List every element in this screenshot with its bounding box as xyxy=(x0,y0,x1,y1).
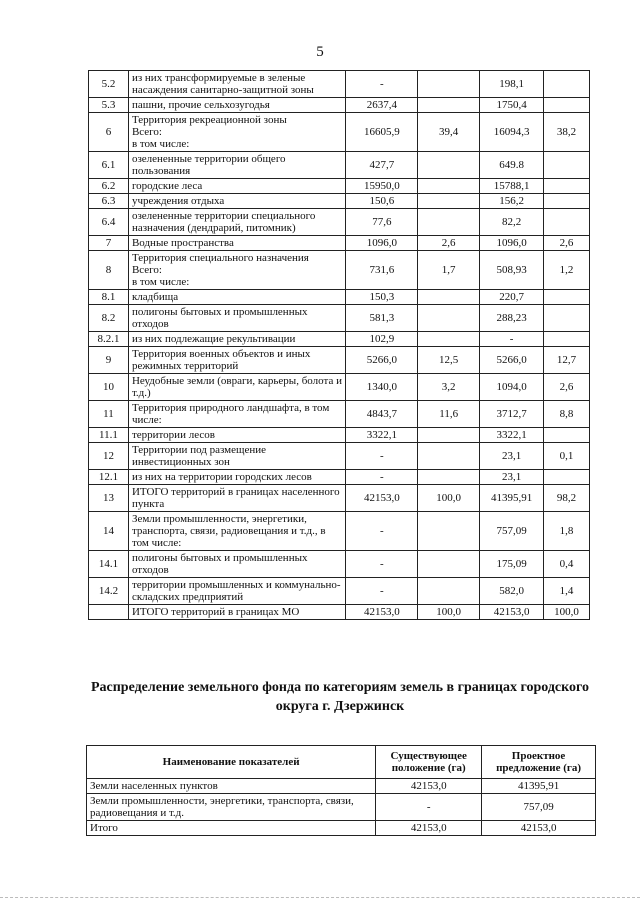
row-number: 5.3 xyxy=(89,98,129,113)
existing-value: 3322,1 xyxy=(346,428,418,443)
row-name: Земли промышленности, энергетики, транспорта, связи, радиовещания и т.д., в том числе: xyxy=(128,512,345,551)
row-name: территории промышленных и коммунально-складских предприятий xyxy=(128,578,345,605)
category-project: 42153,0 xyxy=(482,821,596,836)
category-existing: 42153,0 xyxy=(376,779,482,794)
land-use-table xyxy=(88,70,590,620)
project-percent: 0,1 xyxy=(544,443,590,470)
category-name: Итого xyxy=(87,821,376,836)
existing-percent xyxy=(418,305,480,332)
section-title: Распределение земельного фонда по категориям земель в границах городского округа г. Дзержинск xyxy=(90,680,590,714)
project-value: 198,1 xyxy=(480,71,544,98)
row-name: Водные пространства xyxy=(128,236,345,251)
existing-percent xyxy=(418,443,480,470)
row-number: 13 xyxy=(89,485,129,512)
project-percent: 1,8 xyxy=(544,512,590,551)
row-number: 6.2 xyxy=(89,179,129,194)
row-number: 11.1 xyxy=(89,428,129,443)
row-name: полигоны бытовых и промышленных отходов xyxy=(128,305,345,332)
project-percent xyxy=(544,305,590,332)
table-row xyxy=(89,98,590,113)
existing-value: 77,6 xyxy=(346,209,418,236)
project-value: 41395,91 xyxy=(480,485,544,512)
existing-value: 2637,4 xyxy=(346,98,418,113)
row-number: 14.1 xyxy=(89,551,129,578)
row-name: городские леса xyxy=(128,179,345,194)
project-percent xyxy=(544,332,590,347)
existing-value: 427,7 xyxy=(346,152,418,179)
table-row xyxy=(89,332,590,347)
row-name: пашни, прочие сельхозугодья xyxy=(128,98,345,113)
table-row xyxy=(89,209,590,236)
category-name: Земли населенных пунктов xyxy=(87,779,376,794)
table-row xyxy=(89,578,590,605)
project-value: 220,7 xyxy=(480,290,544,305)
existing-percent xyxy=(418,194,480,209)
row-number: 8.2.1 xyxy=(89,332,129,347)
table-row xyxy=(89,194,590,209)
project-value: 23,1 xyxy=(480,443,544,470)
project-value: 649.8 xyxy=(480,152,544,179)
table-row xyxy=(87,794,596,821)
header-indicator: Наименование показателей xyxy=(87,746,376,779)
existing-percent xyxy=(418,428,480,443)
row-number: 6.3 xyxy=(89,194,129,209)
project-value: 288,23 xyxy=(480,305,544,332)
existing-value: 581,3 xyxy=(346,305,418,332)
project-percent xyxy=(544,290,590,305)
row-name: Территория специального назначения Всего: в том числе: xyxy=(128,251,345,290)
project-value: 1094,0 xyxy=(480,374,544,401)
existing-value: 15950,0 xyxy=(346,179,418,194)
project-value: 757,09 xyxy=(480,512,544,551)
project-value: - xyxy=(480,332,544,347)
project-percent xyxy=(544,179,590,194)
existing-value: 1096,0 xyxy=(346,236,418,251)
row-number: 12 xyxy=(89,443,129,470)
project-value: 16094,3 xyxy=(480,113,544,152)
existing-value: - xyxy=(346,551,418,578)
existing-percent xyxy=(418,209,480,236)
row-number: 9 xyxy=(89,347,129,374)
row-name: из них на территории городских лесов xyxy=(128,470,345,485)
project-percent xyxy=(544,194,590,209)
existing-percent: 39,4 xyxy=(418,113,480,152)
existing-value: 731,6 xyxy=(346,251,418,290)
existing-value: 42153,0 xyxy=(346,605,418,620)
row-name: Территория военных объектов и иных режимных территорий xyxy=(128,347,345,374)
existing-percent xyxy=(418,578,480,605)
row-number: 12.1 xyxy=(89,470,129,485)
table-row xyxy=(89,443,590,470)
table-row xyxy=(89,374,590,401)
row-number: 8.2 xyxy=(89,305,129,332)
table-row xyxy=(89,305,590,332)
page-number: 5 xyxy=(316,44,324,60)
existing-value: 16605,9 xyxy=(346,113,418,152)
table-row xyxy=(89,401,590,428)
table-row xyxy=(89,551,590,578)
project-percent: 1,4 xyxy=(544,578,590,605)
row-name: из них трансформируемые в зеленые насаждения санитарно-защитной зоны xyxy=(128,71,345,98)
row-number: 11 xyxy=(89,401,129,428)
row-name: озелененные территории специального назначения (дендрарий, питомник) xyxy=(128,209,345,236)
table-row xyxy=(89,236,590,251)
project-value: 82,2 xyxy=(480,209,544,236)
row-name: ИТОГО территорий в границах МО xyxy=(128,605,345,620)
row-number: 6.1 xyxy=(89,152,129,179)
row-name: Территории под размещение инвестиционных зон xyxy=(128,443,345,470)
existing-value: 4843,7 xyxy=(346,401,418,428)
project-value: 582,0 xyxy=(480,578,544,605)
row-name: полигоны бытовых и промышленных отходов xyxy=(128,551,345,578)
land-category-table-body xyxy=(87,779,596,836)
project-value: 1096,0 xyxy=(480,236,544,251)
project-percent: 2,6 xyxy=(544,236,590,251)
project-percent: 98,2 xyxy=(544,485,590,512)
row-number: 7 xyxy=(89,236,129,251)
row-name: территории лесов xyxy=(128,428,345,443)
table-row xyxy=(89,71,590,98)
category-name: Земли промышленности, энергетики, транспорта, связи, радиовещания и т.д. xyxy=(87,794,376,821)
existing-percent xyxy=(418,512,480,551)
existing-percent: 2,6 xyxy=(418,236,480,251)
project-percent xyxy=(544,428,590,443)
header-existing: Существующее положение (га) xyxy=(376,746,482,779)
existing-percent: 100,0 xyxy=(418,485,480,512)
existing-percent xyxy=(418,152,480,179)
category-existing: 42153,0 xyxy=(376,821,482,836)
existing-value: 150,3 xyxy=(346,290,418,305)
table-row xyxy=(89,605,590,620)
project-value: 3322,1 xyxy=(480,428,544,443)
table-row xyxy=(89,428,590,443)
existing-value: - xyxy=(346,470,418,485)
table-row xyxy=(89,152,590,179)
existing-percent xyxy=(418,71,480,98)
header-project: Проектное предложение (га) xyxy=(482,746,596,779)
existing-percent: 3,2 xyxy=(418,374,480,401)
row-number: 6 xyxy=(89,113,129,152)
existing-value: 1340,0 xyxy=(346,374,418,401)
land-use-table-body xyxy=(89,71,590,620)
row-number: 5.2 xyxy=(89,71,129,98)
project-value: 23,1 xyxy=(480,470,544,485)
existing-percent xyxy=(418,290,480,305)
existing-value: - xyxy=(346,71,418,98)
existing-value: 150,6 xyxy=(346,194,418,209)
project-percent xyxy=(544,71,590,98)
project-value: 42153,0 xyxy=(480,605,544,620)
row-name: Неудобные земли (овраги, карьеры, болота и т.д.) xyxy=(128,374,345,401)
existing-value: 102,9 xyxy=(346,332,418,347)
table-row xyxy=(89,347,590,374)
row-number: 14.2 xyxy=(89,578,129,605)
land-category-table xyxy=(86,745,596,836)
table-row xyxy=(89,470,590,485)
project-value: 156,2 xyxy=(480,194,544,209)
row-number: 6.4 xyxy=(89,209,129,236)
project-percent: 12,7 xyxy=(544,347,590,374)
project-percent: 100,0 xyxy=(544,605,590,620)
existing-value: - xyxy=(346,443,418,470)
project-percent: 38,2 xyxy=(544,113,590,152)
row-name: из них подлежащие рекультивации xyxy=(128,332,345,347)
table-row xyxy=(89,251,590,290)
row-name: озелененные территории общего пользования xyxy=(128,152,345,179)
existing-percent xyxy=(418,179,480,194)
row-name: кладбища xyxy=(128,290,345,305)
category-project: 41395,91 xyxy=(482,779,596,794)
existing-percent: 1,7 xyxy=(418,251,480,290)
project-percent: 8,8 xyxy=(544,401,590,428)
project-percent: 1,2 xyxy=(544,251,590,290)
existing-percent: 11,6 xyxy=(418,401,480,428)
row-name: Территория природного ландшафта, в том числе: xyxy=(128,401,345,428)
existing-percent xyxy=(418,470,480,485)
table-row xyxy=(89,290,590,305)
project-percent xyxy=(544,470,590,485)
project-percent: 0,4 xyxy=(544,551,590,578)
project-value: 175,09 xyxy=(480,551,544,578)
project-value: 3712,7 xyxy=(480,401,544,428)
existing-percent xyxy=(418,332,480,347)
scan-edge-line xyxy=(0,897,640,898)
row-name: ИТОГО территорий в границах населенного пункта xyxy=(128,485,345,512)
project-percent: 2,6 xyxy=(544,374,590,401)
row-number: 10 xyxy=(89,374,129,401)
project-value: 15788,1 xyxy=(480,179,544,194)
existing-percent: 100,0 xyxy=(418,605,480,620)
project-value: 1750,4 xyxy=(480,98,544,113)
table-row xyxy=(89,512,590,551)
existing-percent: 12,5 xyxy=(418,347,480,374)
existing-value: - xyxy=(346,512,418,551)
category-project: 757,09 xyxy=(482,794,596,821)
row-number: 8.1 xyxy=(89,290,129,305)
land-category-header-row xyxy=(87,746,596,779)
row-name: Территория рекреационной зоны Всего: в том числе: xyxy=(128,113,345,152)
project-value: 5266,0 xyxy=(480,347,544,374)
row-name: учреждения отдыха xyxy=(128,194,345,209)
row-number: 14 xyxy=(89,512,129,551)
row-number: 8 xyxy=(89,251,129,290)
existing-percent xyxy=(418,551,480,578)
row-number xyxy=(89,605,129,620)
project-percent xyxy=(544,209,590,236)
project-percent xyxy=(544,152,590,179)
existing-value: 5266,0 xyxy=(346,347,418,374)
existing-value: 42153,0 xyxy=(346,485,418,512)
project-percent xyxy=(544,98,590,113)
table-row xyxy=(87,779,596,794)
existing-value: - xyxy=(346,578,418,605)
table-row xyxy=(87,821,596,836)
category-existing: - xyxy=(376,794,482,821)
existing-percent xyxy=(418,98,480,113)
table-row xyxy=(89,485,590,512)
table-row xyxy=(89,113,590,152)
project-value: 508,93 xyxy=(480,251,544,290)
table-row xyxy=(89,179,590,194)
